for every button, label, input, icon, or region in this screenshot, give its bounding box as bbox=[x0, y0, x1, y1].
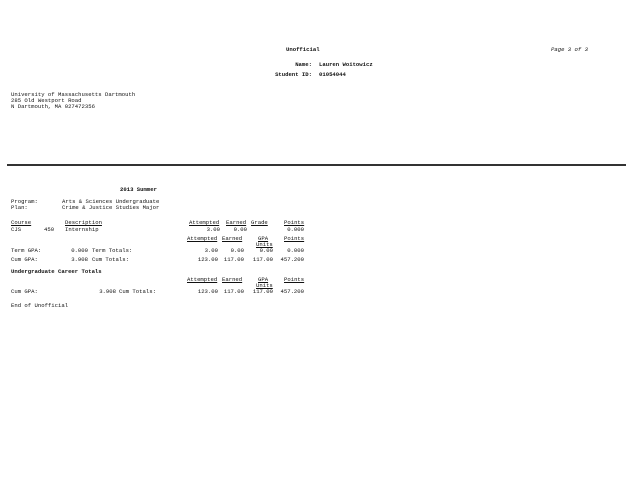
term-gpa-label: Term GPA: bbox=[11, 247, 42, 254]
cum-gpa-label: Cum GPA: bbox=[11, 256, 38, 263]
career-attempted-header: Attempted bbox=[187, 276, 218, 283]
career-units-header: Units bbox=[256, 282, 273, 289]
name-label: Name: bbox=[295, 61, 312, 68]
horizontal-divider bbox=[7, 164, 626, 166]
term-attempted: 3.00 bbox=[204, 247, 218, 254]
career-totals-title: Undergraduate Career Totals bbox=[11, 268, 102, 275]
career-points-header: Points bbox=[284, 276, 305, 283]
career-points: 457.200 bbox=[280, 288, 304, 295]
term-title: 2013 Summer bbox=[120, 186, 157, 193]
course-subject: CJS bbox=[11, 226, 22, 233]
program-label: Program: bbox=[11, 198, 38, 205]
student-id: 01054044 bbox=[319, 71, 346, 78]
cum-totals-label: Cum Totals: bbox=[92, 256, 129, 263]
term-gpa-value: 0.000 bbox=[71, 247, 88, 254]
attempted-header: Attempted bbox=[189, 219, 220, 226]
course-points: 0.000 bbox=[287, 226, 304, 233]
cum-points: 457.200 bbox=[280, 256, 304, 263]
page-number: Page 3 of 3 bbox=[551, 46, 588, 53]
career-attempted: 123.00 bbox=[197, 288, 218, 295]
address-line-3: N Dartmouth, MA 027472356 bbox=[11, 103, 95, 110]
student-id-label: Student ID: bbox=[275, 71, 312, 78]
end-of-document: End of Unofficial bbox=[11, 302, 69, 309]
career-cum-gpa-label: Cum GPA: bbox=[11, 288, 38, 295]
grade-header: Grade bbox=[251, 219, 268, 226]
term-points: 0.000 bbox=[287, 247, 304, 254]
career-earned: 117.00 bbox=[223, 288, 244, 295]
term-earned: 0.00 bbox=[230, 247, 244, 254]
course-description: Internship bbox=[65, 226, 99, 233]
cum-earned: 117.00 bbox=[223, 256, 244, 263]
career-gpa-header: GPA bbox=[258, 276, 269, 283]
cum-units: 117.00 bbox=[252, 256, 273, 263]
address-line-1: University of Massachusetts Dartmouth bbox=[11, 91, 136, 98]
document-title: Unofficial bbox=[286, 46, 320, 53]
totals-earned-header: Earned bbox=[222, 235, 243, 242]
career-cum-gpa-value: 3.908 bbox=[99, 288, 116, 295]
term-totals-label: Term Totals: bbox=[92, 247, 133, 254]
totals-gpa-header: GPA bbox=[258, 235, 269, 242]
course-attempted: 3.00 bbox=[206, 226, 220, 233]
student-name: Lauren Woitowicz bbox=[319, 61, 373, 68]
totals-points-header: Points bbox=[284, 235, 305, 242]
points-header: Points bbox=[284, 219, 305, 226]
description-header: Description bbox=[65, 219, 102, 226]
plan-label: Plan: bbox=[11, 204, 28, 211]
cum-gpa-value: 3.908 bbox=[71, 256, 88, 263]
term-units: 0.00 bbox=[259, 247, 273, 254]
course-earned: 0.00 bbox=[233, 226, 247, 233]
address-line-2: 285 Old Westport Road bbox=[11, 97, 82, 104]
course-header: Course bbox=[11, 219, 32, 226]
plan-value: Crime & Justice Studies Major bbox=[62, 204, 160, 211]
career-earned-header: Earned bbox=[222, 276, 243, 283]
program-value: Arts & Sciences Undergraduate bbox=[62, 198, 160, 205]
cum-attempted: 123.00 bbox=[197, 256, 218, 263]
career-cum-totals-label: Cum Totals: bbox=[119, 288, 156, 295]
totals-units-header: Units bbox=[256, 241, 273, 248]
career-units: 117.00 bbox=[252, 288, 273, 295]
totals-attempted-header: Attempted bbox=[187, 235, 218, 242]
earned-header: Earned bbox=[226, 219, 247, 226]
course-number: 450 bbox=[44, 226, 55, 233]
